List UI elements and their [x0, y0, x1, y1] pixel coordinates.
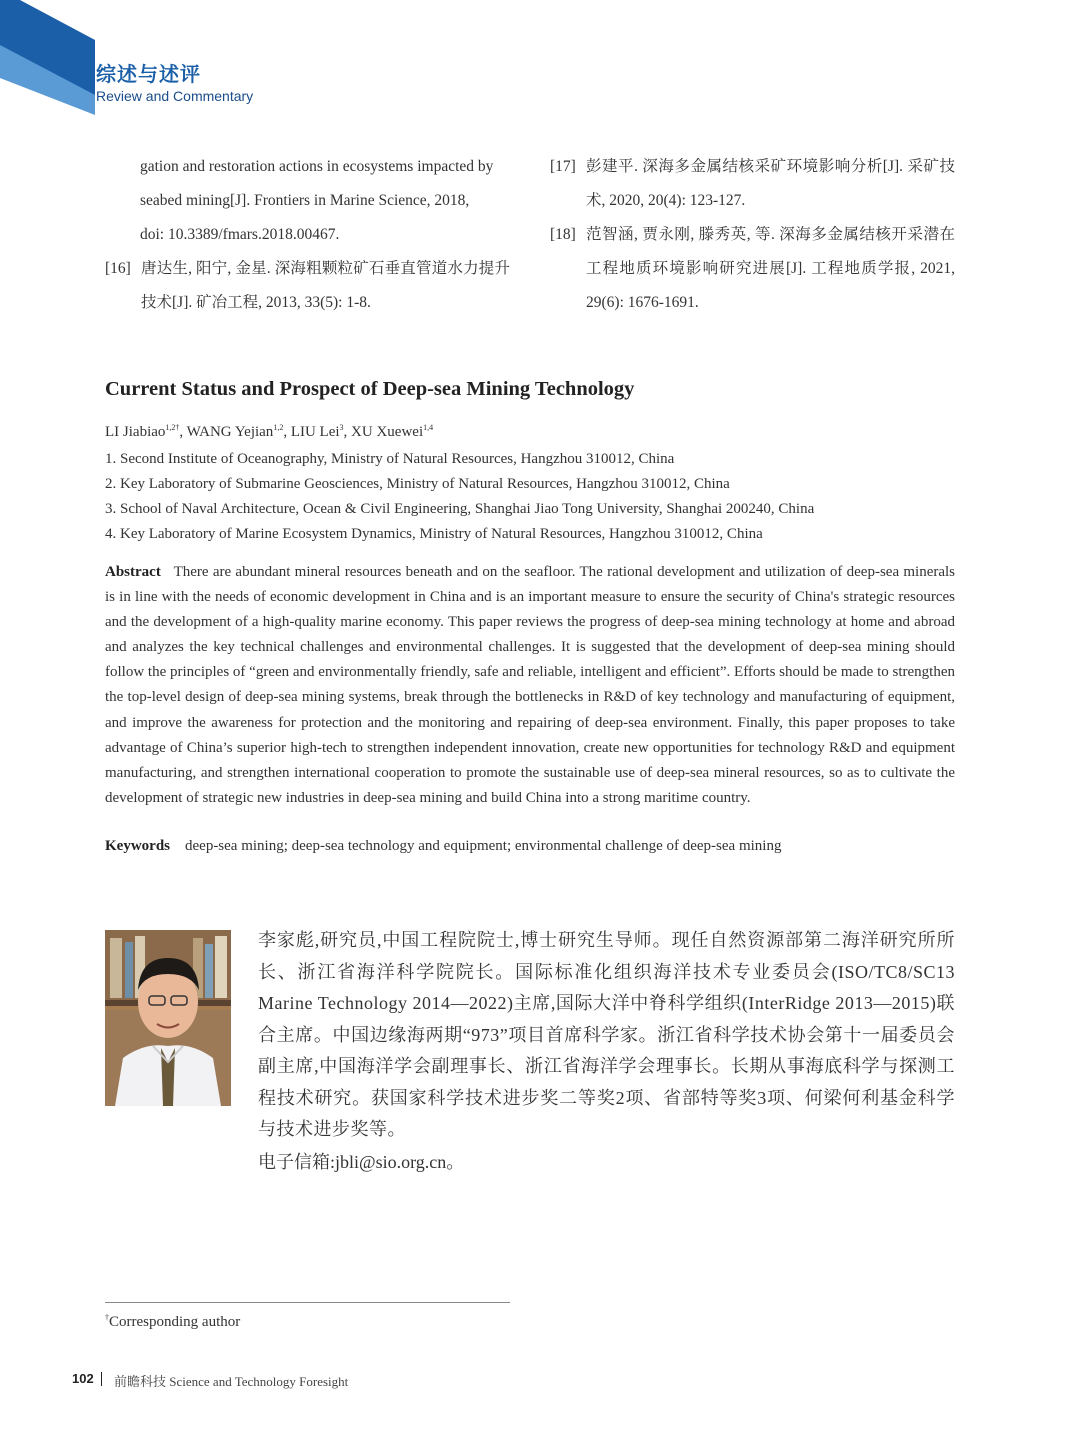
- reference-item: [550, 150, 955, 218]
- author-name: LIU Lei: [290, 424, 340, 440]
- reference-continuation-line: gation and restoration actions in ecosystems impacted by: [140, 158, 494, 175]
- author-list: LI Jiabiao$^{1,2\dagger}$, WANG Yejian$^{1,2}$, LIU Lei$^3$, XU Xuewei$^{1,4}$: [105, 423, 434, 440]
- footnote-divider: [105, 1302, 510, 1303]
- author-portrait-photo: [105, 930, 231, 1106]
- keywords-label: Keywords: [105, 838, 170, 854]
- reference-item: [105, 252, 510, 320]
- author-affiliation-mark: 1,2†: [165, 423, 180, 432]
- keywords: [105, 838, 781, 855]
- affiliation: 3. School of Naval Architecture, Ocean & Civil Engineering, Shanghai Jiao Tong University, Shanghai 200240, China: [105, 501, 815, 517]
- footnote-mark: †: [105, 1313, 109, 1322]
- footnote-text: Corresponding author: [109, 1314, 241, 1330]
- footer-separator: [101, 1372, 102, 1386]
- author-name: XU Xuewei: [351, 424, 424, 440]
- affiliation: 4. Key Laboratory of Marine Ecosystem Dynamics, Ministry of Natural Resources, Hangzhou 310012, China: [105, 526, 763, 542]
- affiliation: 1. Second Institute of Oceanography, Ministry of Natural Resources, Hangzhou 310012, China: [105, 451, 675, 467]
- journal-name: 前瞻科技 Science and Technology Foresight: [114, 1374, 349, 1389]
- footnote: [105, 1313, 240, 1331]
- references-left-column: [105, 150, 510, 320]
- reference-number: [18]: [550, 226, 576, 243]
- abstract: [105, 560, 955, 811]
- reference-number: [17]: [550, 158, 576, 175]
- keywords-text: deep-sea mining; deep-sea technology and equipment; environmental challenge of deep-sea mining: [185, 838, 782, 854]
- author-affiliation-mark: 1,2: [273, 423, 284, 432]
- header-corner-graphic: [0, 0, 95, 115]
- abstract-label: Abstract: [105, 564, 161, 580]
- affiliation-list: [105, 447, 814, 547]
- references-right-column: [550, 150, 955, 320]
- author-name: LI Jiabiao: [105, 424, 166, 440]
- author-email: 电子信箱:jbli@sio.org.cn。: [258, 1152, 465, 1172]
- section-title-en: Review and Commentary: [96, 88, 254, 104]
- section-title-cn: 综述与述评: [96, 62, 201, 86]
- english-title: Current Status and Prospect of Deep-sea Mining Technology: [105, 378, 635, 400]
- reference-continuation-line: doi: 10.3389/fmars.2018.00467.: [140, 226, 340, 243]
- abstract-text: There are abundant mineral resources beneath and on the seafloor. The rational development and utilization of deep-sea minerals is in line with the needs of economic development in China and is an important measure to ensure the security of China's strategic resources and the development of a high-quality marine economy. This paper reviews the progress of deep-sea mining technology at home and abroad and analyzes the key technical challenges and environmental challenges. It is suggested that the development of deep-sea mining should follow the principles of “green and environmentally friendly, safe and reliable, intelligent and efficient”. Efforts should be made to strengthen the top-level design of deep-sea mining systems, break through the bottlenecks in R&D of key technology and manufacturing of equipment, and improve the awareness for protection and the monitoring and repairing of deep-sea environment. Finally, this paper proposes to take advantage of China’s superior high-tech to strengthen independent innovation, create new opportunities for technology R&D and equipment manufacturing, and strengthen international cooperation to promote the sustainable use of deep-sea mineral resources, so as to cultivate the development of strategic new industries in deep-sea mining and build China into a strong maritime country.: [105, 564, 956, 806]
- reference-text: 唐达生, 阳宁, 金星. 深海粗颗粒矿石垂直管道水力提升技术[J]. 矿冶工程, 2013, 33(5): 1-8.: [141, 260, 510, 311]
- author-affiliation-mark: 1,4: [423, 423, 434, 432]
- affiliation: 2. Key Laboratory of Submarine Geosciences, Ministry of Natural Resources, Hangzhou 310012, China: [105, 476, 730, 492]
- reference-continuation-line: seabed mining[J]. Frontiers in Marine Science, 2018,: [140, 192, 470, 209]
- author-name: WANG Yejian: [186, 424, 274, 440]
- author-biography: 李家彪,研究员,中国工程院院士,博士研究生导师。现任自然资源部第二海洋研究所所长、浙江省海洋科学院院长。国际标准化组织海洋技术专业委员会(ISO/TC8/SC13 Marine Technology 2014—2022)主席,国际大洋中脊科学组织(InterRidge 2013—2015)联合主席。中国边缘海两期“973”项目首席科学家。浙江省科学技术协会第十一届委员会副主席,中国海洋学会副理事长、浙江省海洋学会理事长。长期从事海底科学与探测工程技术研究。获国家科学技术进步奖二等奖2项、省部特等奖3项、何梁何利基金科学与技术进步奖等。: [258, 930, 955, 1139]
- reference-item: [550, 218, 955, 320]
- reference-text: 范智涵, 贾永刚, 滕秀英, 等. 深海多金属结核开采潜在工程地质环境影响研究进展[J]. 工程地质学报, 2021, 29(6): 1676-1691.: [586, 226, 955, 311]
- page-number: 102: [72, 1371, 94, 1386]
- reference-text: 彭建平. 深海多金属结核采矿环境影响分析[J]. 采矿技术, 2020, 20(4): 123-127.: [586, 158, 955, 209]
- reference-number: [16]: [105, 260, 131, 277]
- author-affiliation-mark: 3: [339, 423, 344, 432]
